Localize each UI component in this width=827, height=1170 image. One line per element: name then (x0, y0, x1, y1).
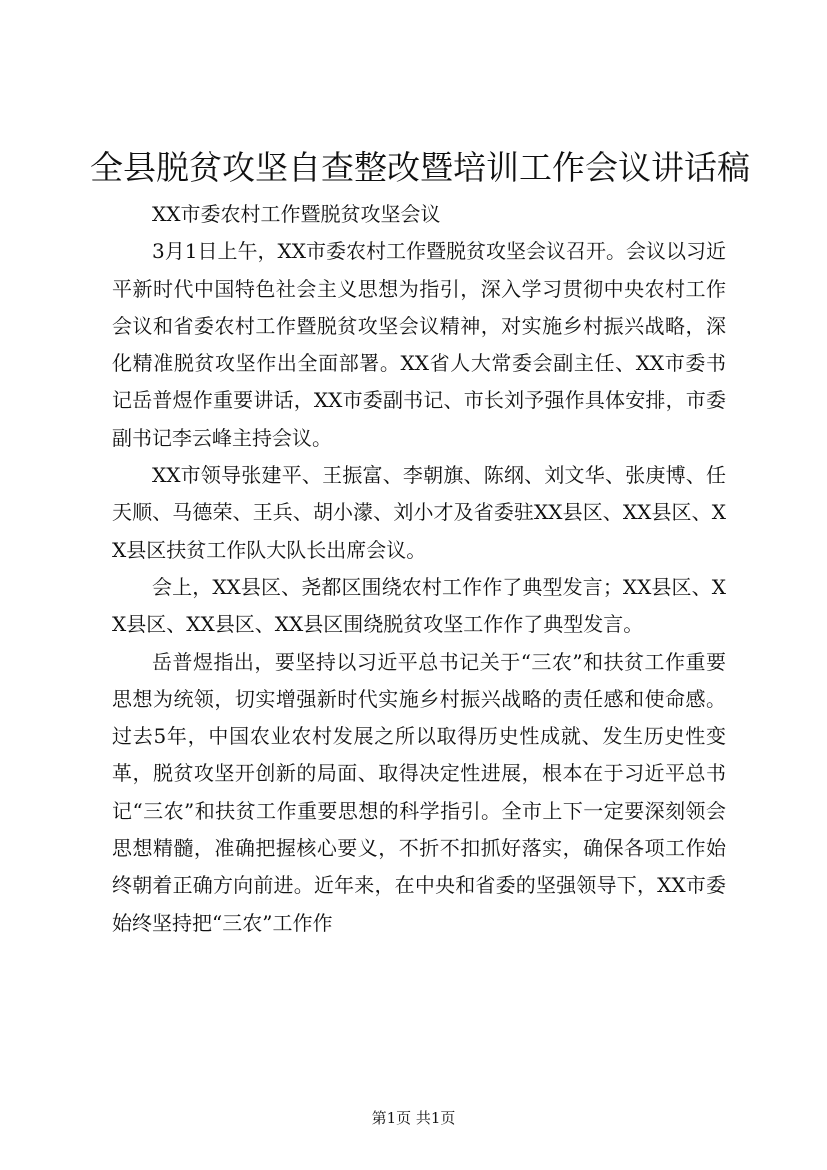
document-title: 全县脱贫攻坚自查整改暨培训工作会议讲话稿 (90, 148, 750, 187)
paragraph-key-points: 岳普煜指出，要坚持以习近平总书记关于“三农”和扶贫工作重要思想为统领，切实增强新时代实施乡村振兴战略的责任感和使命感。过去5年，中国农业农村发展之所以取得历史性成就、发生历史性变革，脱贫攻坚开创新的局面、取得决定性进展，根本在于习近平总书记“三农”和扶贫工作重要思想的科学指引。全市上下一定要深刻领会思想精髓，准确把握核心要义，不折不扣抓好落实，确保各项工作始终朝着正确方向前进。近年来，在中央和省委的坚强领导下，XX市委始终坚持把“三农”工作作 (112, 649, 726, 935)
paragraph-meeting-name: XX市委农村工作暨脱贫攻坚会议 (152, 202, 441, 226)
page-footer: 第1页 共1页 (371, 1109, 456, 1127)
paragraph-meeting-opening: 3月1日上午，XX市委农村工作暨脱贫攻坚会议召开。会议以习近平新时代中国特色社会主义思想为指引，深入学习贯彻中央农村工作会议和省委农村工作暨脱贫攻坚会议精神，对实施乡村振兴战略，深化精准脱贫攻坚作出全面部署。XX省人大常委会副主任、XX市委书记岳普煜作重要讲话，XX市委副书记、市长刘予强作具体安排，市委副书记李云峰主持会议。 (112, 239, 726, 450)
paragraph-attendees: XX市领导张建平、王振富、李朝旗、陈纲、刘文华、张庚博、任天顺、马德荣、王兵、胡小濛、刘小才及省委驻XX县区、XX县区、XX县区扶贫工作队大队长出席会议。 (112, 463, 726, 562)
document-body (112, 196, 726, 942)
paragraph-speeches: 会上，XX县区、尧都区围绕农村工作作了典型发言；XX县区、XX县区、XX县区、XX县区围绕脱贫攻坚工作作了典型发言。 (112, 574, 726, 637)
